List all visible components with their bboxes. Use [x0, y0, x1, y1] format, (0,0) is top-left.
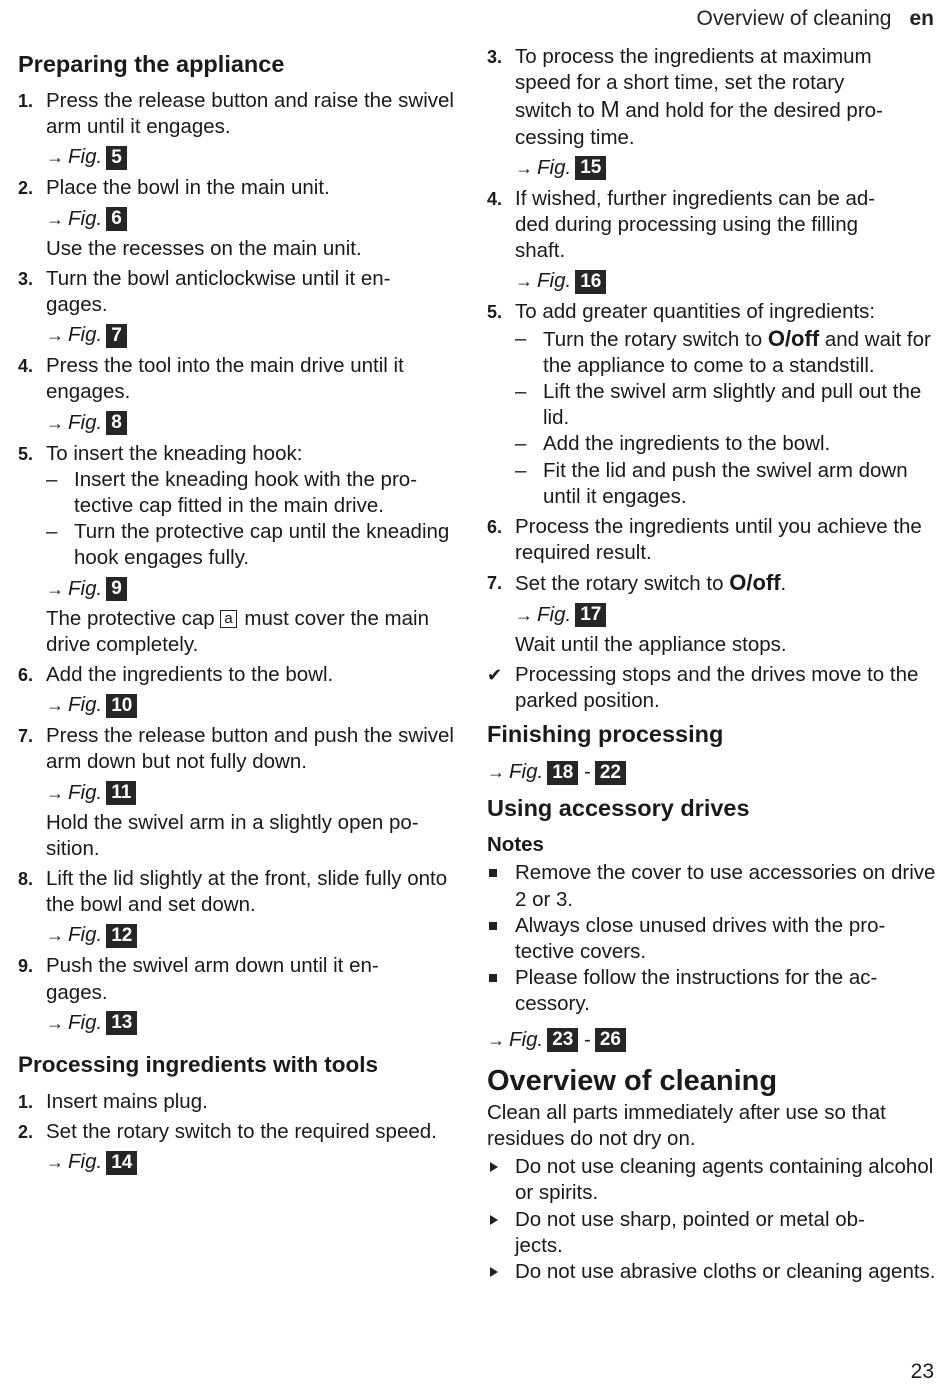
arrow-right-icon: → [46, 782, 64, 803]
max-speed-symbol: M [600, 96, 620, 123]
heading-processing: Processing ingredients with tools [18, 1051, 379, 1077]
square-bullet-icon [489, 869, 497, 877]
step [487, 570, 937, 657]
step [18, 1119, 463, 1176]
triangle-bullet-icon [490, 1267, 498, 1277]
off-symbol: O/off [767, 325, 820, 351]
step [18, 1089, 463, 1115]
step-number: 5. [18, 443, 34, 464]
note-item [487, 860, 937, 912]
arrow-right-icon: → [515, 271, 533, 292]
step-number: 2. [18, 1122, 34, 1143]
step [487, 44, 937, 182]
dash-marker: – [515, 432, 527, 456]
step-text: Place the bowl in the main unit. [46, 176, 330, 200]
note-item [487, 913, 937, 965]
figure-reference [515, 154, 937, 182]
step-text: To insert the kneading hook: [46, 441, 303, 465]
arrow-right-icon: → [515, 157, 533, 178]
figure-reference [46, 1148, 463, 1176]
step-number: 4. [18, 356, 34, 377]
dash-text-line: Insert the kneading hook with the pro- [74, 467, 418, 491]
step-note-line: Hold the swivel arm in a slightly open po- [46, 810, 419, 834]
figure-badge: 8 [106, 411, 127, 435]
note-text: The protective cap [46, 606, 215, 630]
page-number: 23 [910, 1360, 934, 1383]
dash-marker: – [46, 520, 58, 544]
step-text-line: Push the swivel arm down until it en- [46, 954, 379, 978]
figure-reference [46, 779, 463, 807]
step-text: Set the rotary switch to the required speed. [46, 1120, 437, 1144]
dash-list-item [46, 519, 463, 571]
fig-label: Fig. [68, 145, 103, 169]
right-column [487, 44, 937, 1285]
dash-marker: – [515, 458, 527, 482]
step-text: Lift the lid slightly at the front, slide fully onto the bowl and set down. [46, 867, 448, 917]
step-text-line: cessing time. [515, 125, 635, 149]
step-text-line: ded during processing using the filling [515, 213, 859, 237]
figure-range-reference [487, 1026, 937, 1054]
step-text: Add the ingredients to the bowl. [46, 663, 334, 687]
figure-reference [46, 409, 463, 437]
instruction-text-line: jects. [515, 1233, 563, 1257]
step-text: Press the release button and raise the swivel arm until it engages. [46, 89, 454, 139]
fig-label: Fig. [68, 1150, 103, 1174]
square-bullet-icon [489, 974, 497, 982]
dash-text: Turn the rotary switch to [543, 327, 763, 351]
figure-badge: 6 [106, 207, 127, 231]
step-number: 2. [18, 178, 34, 199]
step-number: 7. [487, 573, 503, 594]
step-text-line: shaft. [515, 239, 566, 263]
dash-list-item [46, 467, 463, 519]
dash-list-item [515, 379, 937, 431]
fig-label: Fig. [68, 1010, 103, 1034]
step-text-line [515, 96, 937, 124]
step-number: 5. [487, 302, 503, 323]
figure-badge: 7 [106, 324, 127, 348]
fig-label: Fig. [68, 323, 103, 347]
step [487, 299, 937, 510]
step-text-line: speed for a short time, set the rotary [515, 71, 845, 95]
fig-label: Fig. [509, 760, 544, 784]
header-section-title: Overview of cleaning [696, 7, 892, 30]
dash-text: and wait for the appliance to come to a standstill. [543, 327, 931, 377]
step-number: 1. [18, 1091, 34, 1112]
instruction-text: Do not use cleaning agents containing alcohol or spirits. [515, 1155, 934, 1205]
note-text-line: Always close unused drives with the pro- [515, 913, 886, 937]
step [487, 186, 937, 296]
step-text-line: Set the rotary switch to O/off. [515, 570, 787, 596]
instruction-item [487, 1154, 937, 1206]
figure-badge: 15 [575, 156, 606, 180]
note-text: Remove the cover to use accessories on drive 2 or 3. [515, 861, 936, 911]
figure-reference [46, 921, 463, 949]
step [18, 88, 463, 171]
figure-badge: 11 [106, 781, 136, 805]
figure-reference [46, 691, 463, 719]
figure-badge: 10 [106, 694, 137, 718]
step-text-fragment: and hold for the desired pro- [625, 99, 883, 123]
step-text: Process the ingredients until you achieve the required result. [515, 515, 922, 565]
step-text-line: gages. [46, 293, 108, 317]
dash-text: Add the ingredients to the bowl. [543, 432, 831, 456]
note-text-line: Please follow the instructions for the ac- [515, 966, 878, 990]
heading-finishing: Finishing processing [487, 721, 724, 748]
step [18, 266, 463, 349]
checkmark-icon: ✔ [487, 664, 503, 685]
left-column [18, 46, 463, 1180]
arrow-right-icon: → [487, 1029, 505, 1050]
figure-reference [46, 321, 463, 349]
dash-list-item [515, 326, 937, 379]
arrow-right-icon: → [46, 1152, 64, 1173]
fig-label: Fig. [537, 155, 572, 179]
fig-label: Fig. [68, 693, 103, 717]
heading-preparing: Preparing the appliance [18, 51, 285, 77]
instruction-item [487, 1259, 937, 1285]
instruction-text-line: Do not use sharp, pointed or metal ob- [515, 1207, 865, 1231]
dash-list-item [515, 458, 937, 510]
arrow-right-icon: → [46, 695, 64, 716]
cleaning-intro: Clean all parts immediately after use so that residues do not dry on. [487, 1100, 886, 1150]
triangle-bullet-icon [490, 1162, 498, 1172]
step-note [46, 606, 463, 658]
dash-marker: – [46, 467, 58, 491]
step-text: Press the release button and push the swivel arm down but not fully down. [46, 724, 454, 774]
part-key-label: a [220, 610, 236, 628]
step [18, 723, 463, 862]
arrow-right-icon: → [46, 147, 64, 168]
arrow-right-icon: → [487, 762, 505, 783]
step-text: Press the tool into the main drive until it engages. [46, 354, 404, 404]
fig-label: Fig. [537, 602, 572, 626]
step-number: 3. [487, 47, 503, 67]
step-text-fragment: switch to [515, 99, 595, 123]
step-number: 8. [18, 869, 34, 890]
fig-label: Fig. [68, 206, 103, 230]
range-separator: - [584, 1027, 591, 1051]
heading-cleaning: Overview of cleaning [487, 1064, 778, 1097]
figure-reference [515, 267, 937, 295]
page-header [697, 7, 934, 31]
step [18, 953, 463, 1036]
step-number: 1. [18, 91, 34, 111]
note-text-line: cessory. [515, 992, 590, 1016]
step-number: 7. [18, 726, 34, 747]
arrow-right-icon: → [46, 208, 64, 229]
step-text-fragment: Set the rotary switch to [515, 572, 724, 596]
figure-badge: 18 [547, 761, 578, 785]
step [18, 175, 463, 261]
arrow-right-icon: → [46, 1012, 64, 1033]
step-text: To add greater quantities of ingredients: [515, 300, 876, 324]
note-item [487, 965, 937, 1017]
off-symbol: O/off [729, 570, 781, 596]
figure-reference [46, 143, 463, 171]
dash-marker: – [515, 326, 527, 350]
result-text: Processing stops and the drives move to the parked position. [515, 662, 919, 713]
arrow-right-icon: → [46, 578, 64, 599]
fig-label: Fig. [537, 269, 572, 293]
arrow-right-icon: → [515, 604, 533, 625]
range-separator: - [584, 760, 591, 784]
fig-label: Fig. [68, 410, 103, 434]
step [18, 662, 463, 719]
step-note: Use the recesses on the main unit. [46, 236, 362, 260]
dash-text-line: tective cap fitted in the main drive. [74, 494, 384, 518]
step-note: Wait until the appliance stops. [515, 632, 787, 656]
header-language: en [909, 7, 934, 30]
figure-badge: 14 [106, 1151, 137, 1175]
fig-label: Fig. [68, 923, 103, 947]
figure-reference [46, 1009, 463, 1037]
figure-reference [515, 601, 937, 629]
fig-label: Fig. [68, 780, 103, 804]
figure-range-reference [487, 758, 937, 786]
figure-badge: 23 [547, 1028, 578, 1052]
figure-badge: 22 [595, 761, 626, 785]
notes-heading: Notes [487, 833, 544, 857]
figure-badge: 9 [106, 577, 127, 601]
step-text-line: If wished, further ingredients can be ad- [515, 186, 876, 210]
figure-badge: 12 [106, 924, 137, 948]
step-number: 6. [18, 665, 34, 686]
step-text-line: gages. [46, 980, 108, 1004]
step-text-line: Turn the bowl anticlockwise until it en- [46, 266, 391, 290]
note-text-line: tective covers. [515, 940, 647, 964]
step-number: 6. [487, 517, 503, 538]
step-note-line: sition. [46, 836, 100, 860]
triangle-bullet-icon [490, 1215, 498, 1225]
step-text: Insert mains plug. [46, 1089, 208, 1113]
figure-badge: 5 [106, 146, 127, 170]
arrow-right-icon: → [46, 325, 64, 346]
heading-accessory: Using accessory drives [487, 795, 750, 822]
figure-badge: 17 [575, 603, 606, 627]
figure-badge: 26 [595, 1028, 626, 1052]
step-text-line: To process the ingredients at maximum [515, 45, 872, 68]
step-number: 9. [18, 956, 34, 977]
figure-badge: 16 [575, 270, 606, 294]
result-item [487, 662, 937, 714]
dash-text: Turn the protective cap until the kneading hook engages fully. [74, 520, 450, 570]
square-bullet-icon [489, 922, 497, 930]
dash-marker: – [515, 380, 527, 404]
fig-label: Fig. [68, 576, 103, 600]
arrow-right-icon: → [46, 412, 64, 433]
figure-reference [46, 575, 463, 603]
fig-label: Fig. [509, 1027, 544, 1051]
arrow-right-icon: → [46, 925, 64, 946]
figure-badge: 13 [106, 1011, 137, 1035]
note-text: must cover the main drive completely. [46, 606, 429, 656]
dash-text: Fit the lid and push the swivel arm down until it engages. [543, 458, 908, 508]
figure-reference [46, 205, 463, 233]
dash-list-item [515, 431, 937, 457]
step [18, 866, 463, 949]
step-number: 3. [18, 268, 34, 289]
instruction-item [487, 1207, 937, 1259]
step [18, 353, 463, 436]
step [18, 441, 463, 658]
dash-text: Lift the swivel arm slightly and pull out the lid. [543, 380, 922, 430]
step-number: 4. [487, 188, 503, 209]
instruction-text: Do not use abrasive cloths or cleaning agents. [515, 1259, 936, 1283]
step [487, 514, 937, 566]
